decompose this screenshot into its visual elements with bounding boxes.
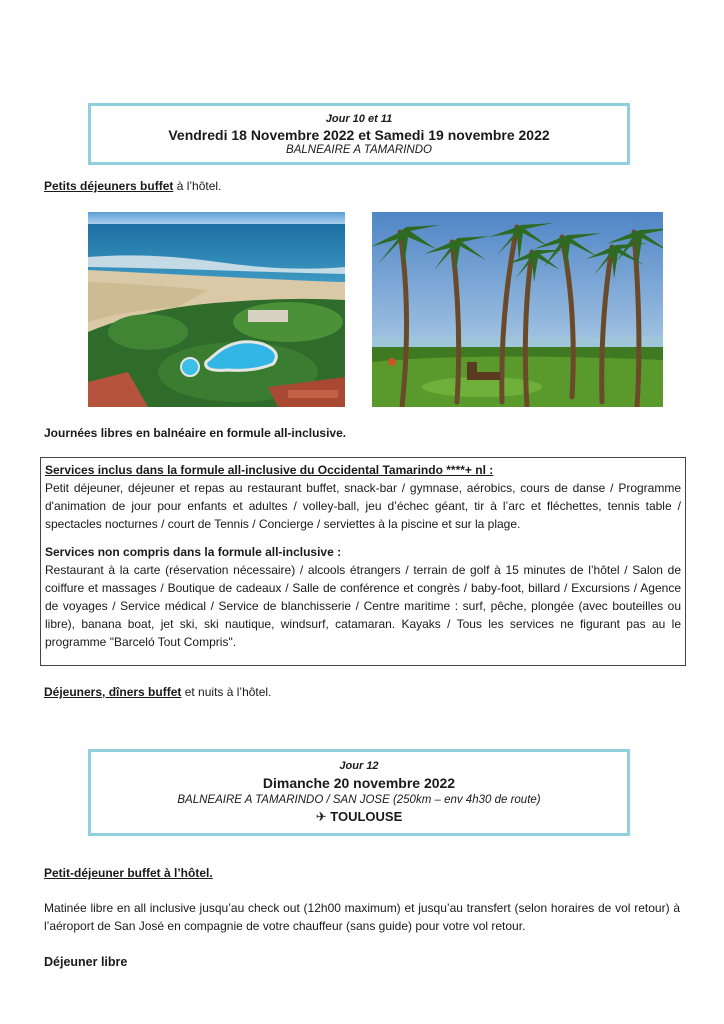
- excluded-services-text: Restaurant à la carte (réservation nécessaire) / alcools étrangers / terrain de golf à 15 minutes de l’hôtel / Salon de coiffure et massages / Boutique de cadeaux / Salle de conférence et congrès / baby-foot, billard / Excursions / Agence de voyages / Service médical / Service de blanchisserie / Centre maritime : surf, pêche, plongée (avec bouteilles ou libre), banana boat, jet ski, ski nautique, windsurf, catamaran. Kayaks / Tous les services ne figurant pas au le programme "Barceló Tout Compris".: [45, 563, 681, 649]
- day-subtitle: BALNEAIRE A TAMARINDO: [286, 144, 432, 156]
- breakfast-line-2: Petit-déjeuner buffet à l’hôtel.: [44, 866, 213, 880]
- palm-trees-image: [372, 212, 663, 407]
- beach-resort-image: [88, 212, 345, 407]
- included-services-title: Services inclus dans la formule all-inclusive du Occidental Tamarindo ****+ nl :: [45, 463, 494, 477]
- day-destination: [91, 809, 627, 825]
- day-label: Jour 12: [339, 760, 379, 772]
- excluded-services-title: Services non compris dans la formule all-inclusive :: [45, 545, 342, 559]
- services-box: [40, 457, 686, 666]
- meals-line: [44, 683, 680, 701]
- day-date: Vendredi 18 Novembre 2022 et Samedi 19 novembre 2022: [168, 127, 550, 143]
- breakfast-underlined: Petits déjeuners buffet: [44, 179, 174, 193]
- breakfast-rest: à l’hôtel.: [173, 179, 222, 193]
- morning-paragraph: Matinée libre en all inclusive jusqu’au check out (12h00 maximum) et jusqu’au transfert (selon horaires de vol retour) à l’aéroport de San José en compagnie de votre chauffeur (sans guide) pour votre vol retour.: [44, 901, 680, 933]
- destination-label: TOULOUSE: [330, 809, 403, 824]
- day-date: Dimanche 20 novembre 2022: [262, 775, 456, 791]
- plane-icon: ✈: [315, 809, 327, 824]
- lunch-line: Déjeuner libre: [44, 955, 128, 969]
- meals-underlined: Déjeuners, dîners buffet: [44, 685, 182, 699]
- day-header-box-12: [88, 749, 630, 836]
- meals-rest: et nuits à l’hôtel.: [181, 685, 272, 699]
- day-label: Jour 10 et 11: [325, 113, 393, 125]
- free-days-line: Journées libres en balnéaire en formule all-inclusive.: [44, 426, 347, 440]
- breakfast-line: [44, 177, 680, 195]
- spacer: [45, 533, 681, 543]
- day-subtitle: BALNEAIRE A TAMARINDO / SAN JOSE (250km – env 4h30 de route): [177, 794, 541, 806]
- day-header-box-10-11: [88, 103, 630, 165]
- included-services-text: Petit déjeuner, déjeuner et repas au restaurant buffet, snack-bar / gymnase, aérobics, cours de danse / Programme d'animation de jour pour enfants et adultes / volley-ball, jeu d’échec géant, tir à l’arc et fléchettes, tennis table / spectacles nocturnes / court de Tennis / Concierge / serviettes à la piscine et sur la plage.: [45, 481, 681, 531]
